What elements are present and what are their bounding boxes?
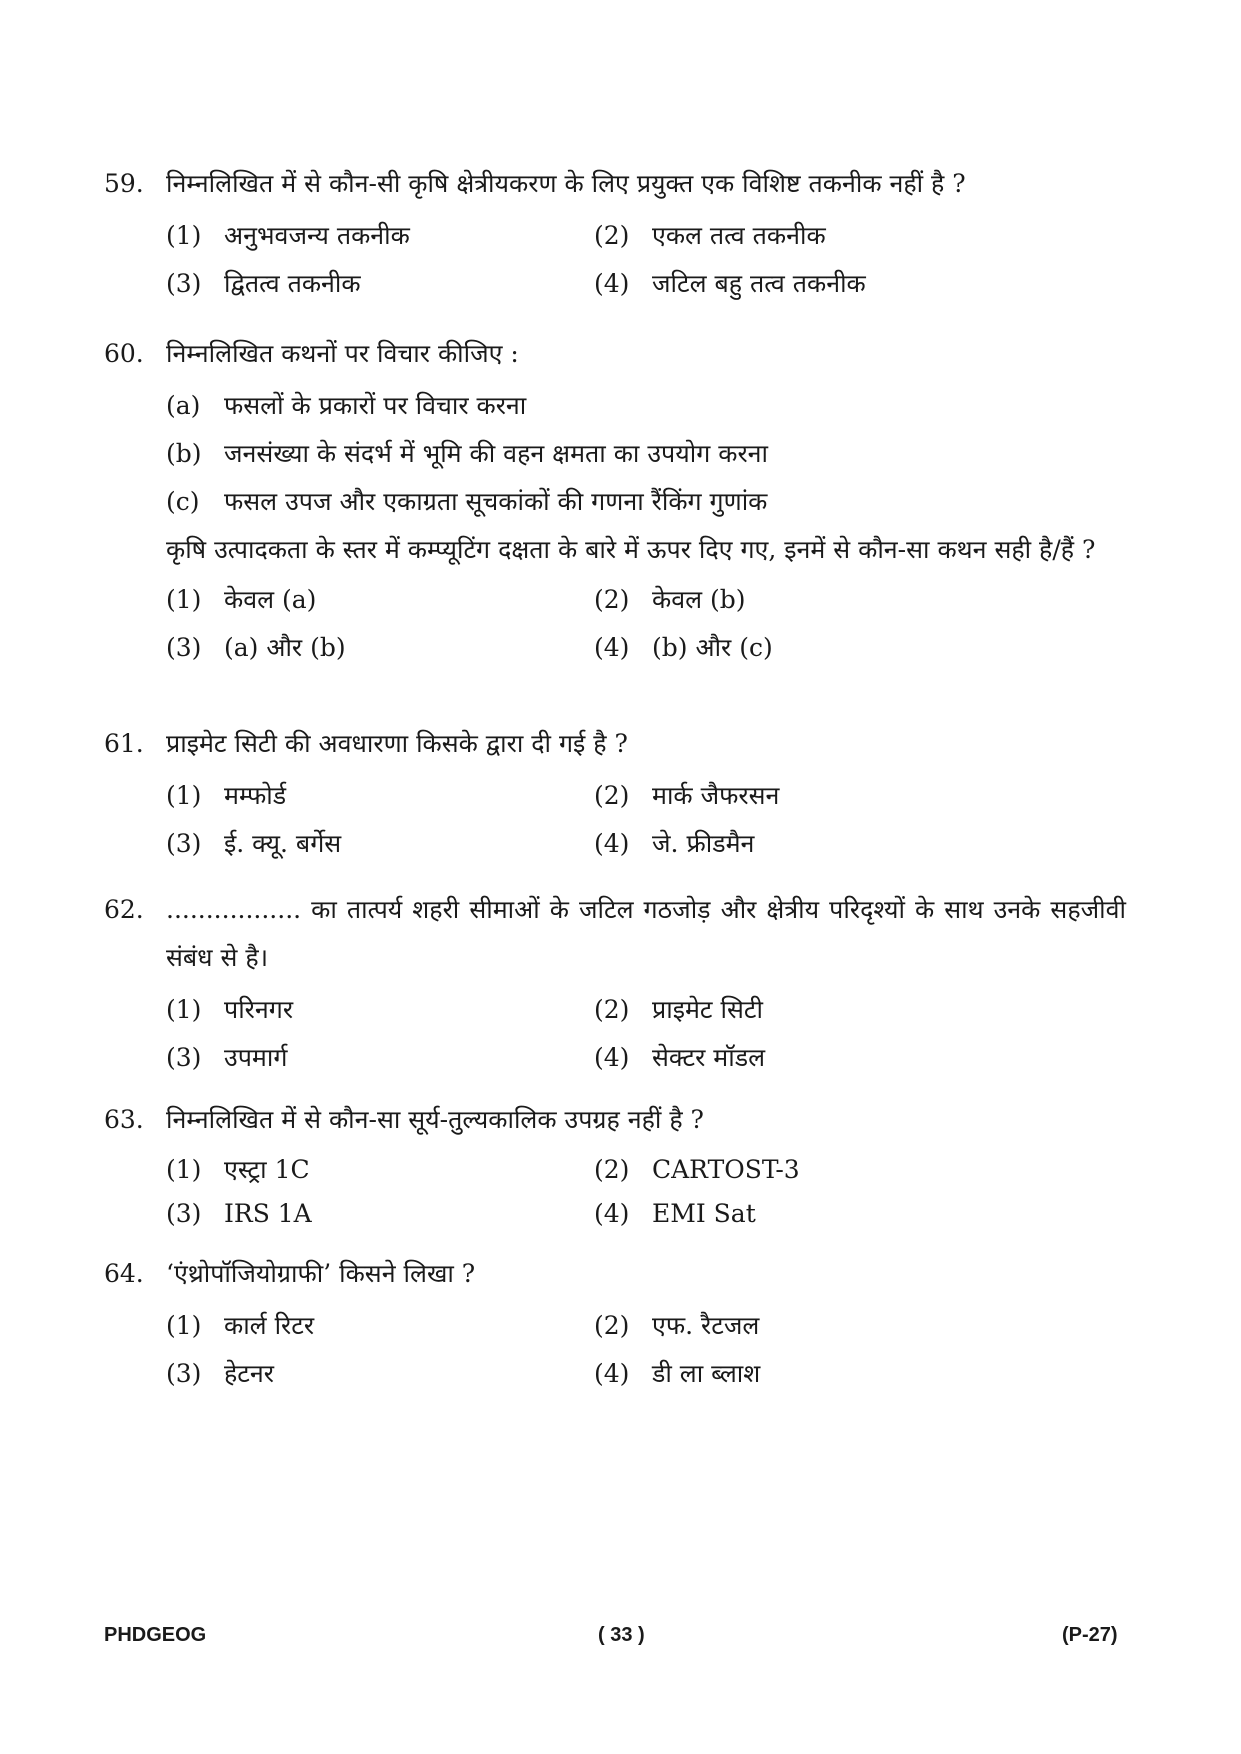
question-text: ................. का तात्पर्य शहरी सीमाओं के जटिल गठजोड़ और क्षेत्रीय परिदृश्यों के साथ उनके सहजीवी संबंध से है। xyxy=(166,895,1126,972)
option-label: (4) xyxy=(594,1359,630,1388)
option-label: (1) xyxy=(166,1155,202,1184)
option-2 xyxy=(594,1148,1024,1192)
option-text: केवल (b) xyxy=(652,585,746,614)
option-label: (2) xyxy=(594,781,630,810)
option-4 xyxy=(594,1034,1024,1082)
options xyxy=(166,212,1144,308)
option-3 xyxy=(166,260,594,308)
statement-a xyxy=(166,382,1144,430)
option-label: (1) xyxy=(166,781,202,810)
question-59 xyxy=(104,160,1144,308)
option-3 xyxy=(166,1034,594,1082)
option-text: कार्ल रिटर xyxy=(224,1311,315,1340)
statement-text: फसल उपज और एकाग्रता सूचकांकों की गणना रैंकिंग गुणांक xyxy=(224,487,768,516)
option-4 xyxy=(594,820,1024,868)
option-label: (2) xyxy=(594,1155,630,1184)
footer-page-number: ( 33 ) xyxy=(598,1624,645,1646)
options xyxy=(166,986,1144,1082)
option-text: हेटनर xyxy=(224,1359,274,1388)
option-text: EMI Sat xyxy=(652,1199,756,1228)
question-number: 60. xyxy=(104,339,144,368)
option-label: (4) xyxy=(594,1043,630,1072)
options xyxy=(166,772,1144,868)
option-3 xyxy=(166,820,594,868)
option-text: परिनगर xyxy=(224,995,294,1024)
statement-b xyxy=(166,430,1144,478)
option-text: (b) और (c) xyxy=(652,633,773,662)
option-3 xyxy=(166,1350,594,1398)
options xyxy=(166,576,1144,672)
option-4 xyxy=(594,1350,1024,1398)
question-64 xyxy=(104,1250,1144,1398)
option-label: (2) xyxy=(594,995,630,1024)
option-label: (2) xyxy=(594,585,630,614)
option-1 xyxy=(166,1302,594,1350)
statement-text: फसलों के प्रकारों पर विचार करना xyxy=(224,391,527,420)
option-text: एकल तत्व तकनीक xyxy=(652,221,826,250)
question-number: 63. xyxy=(104,1105,144,1134)
question-text: ‘एंथ्रोपॉजियोग्राफी’ किसने लिखा ? xyxy=(166,1259,476,1288)
option-1 xyxy=(166,212,594,260)
option-label: (1) xyxy=(166,585,202,614)
option-label: (4) xyxy=(594,633,630,662)
option-text: CARTOST-3 xyxy=(652,1155,800,1184)
option-label: (3) xyxy=(166,1359,202,1388)
option-text: डी ला ब्लाश xyxy=(652,1359,761,1388)
question-62 xyxy=(104,886,1144,1082)
option-2 xyxy=(594,212,1024,260)
option-label: (3) xyxy=(166,269,202,298)
question-instruction: कृषि उत्पादकता के स्तर में कम्प्यूटिंग दक्षता के बारे में ऊपर दिए गए, इनमें से कौन-सा कथन सही है/हैं ? xyxy=(166,535,1096,564)
option-text: जटिल बहु तत्व तकनीक xyxy=(652,269,866,298)
option-label: (1) xyxy=(166,1311,202,1340)
option-label: (3) xyxy=(166,1199,202,1228)
option-text: उपमार्ग xyxy=(224,1043,288,1072)
option-1 xyxy=(166,772,594,820)
statement-c xyxy=(166,478,1144,526)
question-text: निम्नलिखित में से कौन-सी कृषि क्षेत्रीयकरण के लिए प्रयुक्त एक विशिष्ट तकनीक नहीं है ? xyxy=(166,169,966,198)
option-2 xyxy=(594,1302,1024,1350)
statement-label: (c) xyxy=(166,487,200,516)
option-label: (3) xyxy=(166,1043,202,1072)
option-2 xyxy=(594,772,1024,820)
option-1 xyxy=(166,1148,594,1192)
option-text: एस्ट्रा 1C xyxy=(224,1155,310,1184)
question-text: निम्नलिखित में से कौन-सा सूर्य-तुल्यकालिक उपग्रह नहीं है ? xyxy=(166,1105,704,1134)
footer-set-code: (P-27) xyxy=(1062,1624,1118,1646)
option-3 xyxy=(166,624,594,672)
option-2 xyxy=(594,986,1024,1034)
option-text: एफ. रैटजल xyxy=(652,1311,760,1340)
option-text: अनुभवजन्य तकनीक xyxy=(224,221,410,250)
option-text: ई. क्यू. बर्गेस xyxy=(224,829,342,858)
option-text: जे. फ्रीडमैन xyxy=(652,829,755,858)
statement-label: (b) xyxy=(166,439,202,468)
statement-text: जनसंख्या के संदर्भ में भूमि की वहन क्षमता का उपयोग करना xyxy=(224,439,769,468)
option-text: मार्क जैफरसन xyxy=(652,781,780,810)
option-4 xyxy=(594,260,1024,308)
question-61 xyxy=(104,720,1144,868)
option-label: (2) xyxy=(594,1311,630,1340)
option-label: (4) xyxy=(594,269,630,298)
option-text: सेक्टर मॉडल xyxy=(652,1043,766,1072)
option-1 xyxy=(166,986,594,1034)
option-text: IRS 1A xyxy=(224,1199,312,1228)
question-number: 61. xyxy=(104,729,144,758)
question-60 xyxy=(104,330,1144,672)
option-text: मम्फोर्ड xyxy=(224,781,287,810)
option-label: (1) xyxy=(166,995,202,1024)
option-label: (3) xyxy=(166,633,202,662)
option-label: (2) xyxy=(594,221,630,250)
options xyxy=(166,1302,1144,1398)
option-3 xyxy=(166,1192,594,1236)
option-label: (4) xyxy=(594,829,630,858)
option-text: (a) और (b) xyxy=(224,633,346,662)
option-1 xyxy=(166,576,594,624)
option-text: केवल (a) xyxy=(224,585,317,614)
options xyxy=(166,1148,1144,1236)
option-4 xyxy=(594,1192,1024,1236)
question-63 xyxy=(104,1096,1144,1236)
option-text: प्राइमेट सिटी xyxy=(652,995,763,1024)
option-2 xyxy=(594,576,1024,624)
question-text: निम्नलिखित कथनों पर विचार कीजिए : xyxy=(166,339,519,368)
question-number: 62. xyxy=(104,895,144,924)
question-number: 59. xyxy=(104,169,144,198)
question-text: प्राइमेट सिटी की अवधारणा किसके द्वारा दी गई है ? xyxy=(166,729,628,758)
option-text: द्वितत्व तकनीक xyxy=(224,269,361,298)
option-4 xyxy=(594,624,1024,672)
statement-label: (a) xyxy=(166,391,201,420)
question-number: 64. xyxy=(104,1259,144,1288)
option-label: (4) xyxy=(594,1199,630,1228)
option-label: (3) xyxy=(166,829,202,858)
option-label: (1) xyxy=(166,221,202,250)
footer-code: PHDGEOG xyxy=(104,1624,207,1646)
